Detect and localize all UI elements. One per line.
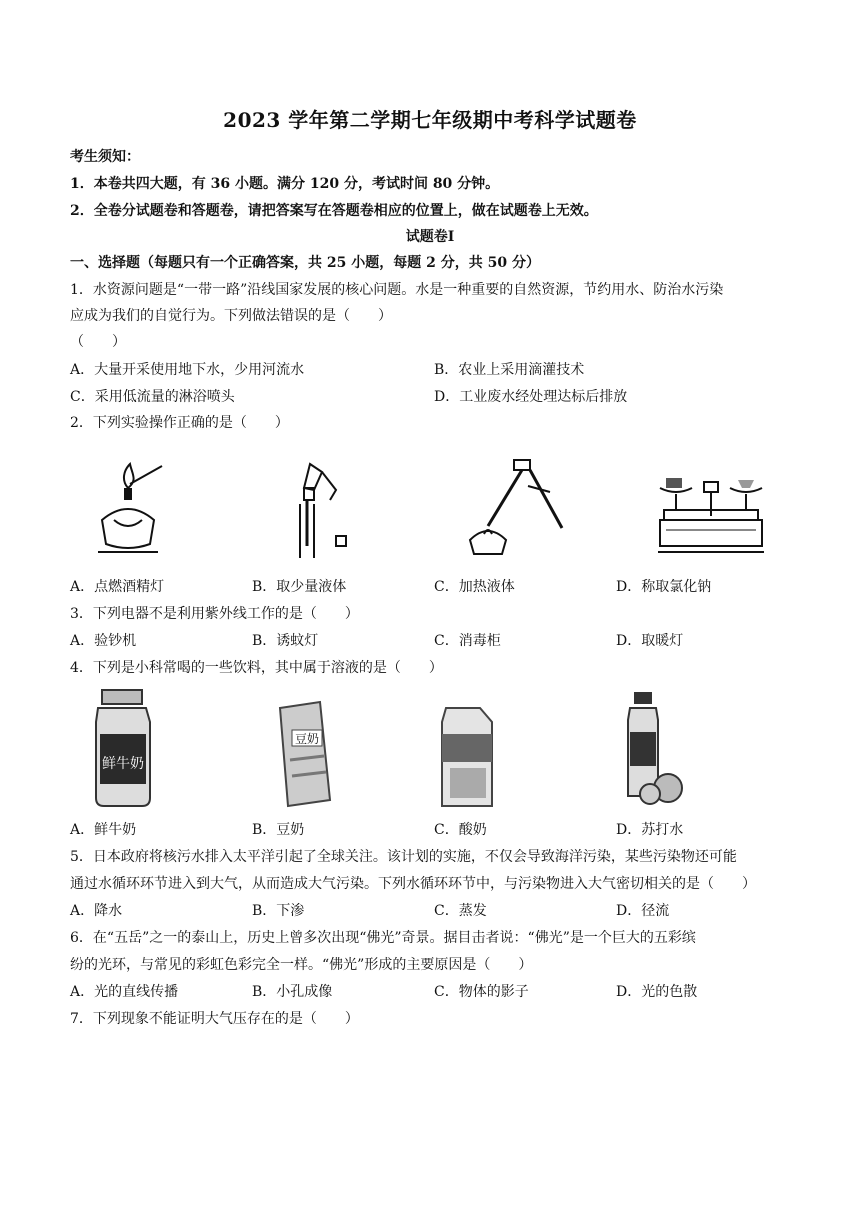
q6-option-a: A．光的直线传播 [70,984,179,1000]
q7-stem: 7．下列现象不能证明大气压存在的是（ ） [70,1011,359,1027]
q5-option-b: B．下渗 [252,903,305,919]
q1-option-d: D．工业废水经处理达标后排放 [434,389,628,405]
q3-stem: 3．下列电器不是利用紫外线工作的是（ ） [70,606,359,622]
notice-item-1: 1．本卷共四大题，有 36 小题。满分 120 分，考试时间 80 分钟。 [70,176,500,192]
q5-option-a: A．降水 [70,903,123,919]
q3-option-a: A．验钞机 [70,633,137,649]
q2-option-d: D．称取氯化钠 [616,579,712,595]
q5-option-d: D．径流 [616,903,670,919]
milk-bottle-label: 鲜牛奶 [102,756,144,772]
q6-option-b: B．小孔成像 [252,984,333,1000]
notice-heading: 考生须知： [70,149,140,165]
q4-option-a: A．鲜牛奶 [70,822,137,838]
q1-option-c: C．采用低流量的淋浴喷头 [70,389,235,405]
q2-option-c: C．加热液体 [434,579,515,595]
notice-item-2: 2．全卷分试题卷和答题卷，请把答案写在答题卷相应的位置上，做在试题卷上无效。 [70,203,598,219]
q1-stem-line-1: 1．水资源问题是“一带一路”沿线国家发展的核心问题。水是一种重要的自然资源，节约用水、防治水污染 [70,282,724,298]
q3-option-b: B．诱蚊灯 [252,633,319,649]
q6-option-c: C．物体的影子 [434,984,529,1000]
soy-milk-figure [270,700,340,810]
yogurt-carton-figure [432,704,502,812]
q1-option-a: A．大量开采使用地下水，少用河流水 [70,362,305,378]
exam-title: 2023 学年第二学期七年级期中考科学试题卷 [223,108,637,132]
q2-option-a: A．点燃酒精灯 [70,579,165,595]
q1-option-b: B．农业上采用滴灌技术 [434,362,585,378]
balance-scale-figure [656,470,766,556]
q6-stem-line-2: 纷的光环，与常见的彩虹色彩完全一样。“佛光”形成的主要原因是（ ） [70,957,533,973]
q4-option-c: C．酸奶 [434,822,487,838]
q5-option-c: C．蒸发 [434,903,487,919]
q6-option-d: D．光的色散 [616,984,698,1000]
section-heading: 一、选择题（每题只有一个正确答案，共 25 小题，每题 2 分，共 50 分） [70,255,540,271]
q3-option-c: C．消毒柜 [434,633,501,649]
q1-answer-blank: （ ） [70,334,126,350]
paper-label: 试题卷Ⅰ [405,229,455,245]
heating-test-tube-figure [458,456,568,560]
milk-bottle-figure [88,688,158,813]
q5-stem-line-1: 5．日本政府将核污水排入太平洋引起了全球关注。该计划的实施，不仅会导致海洋污染，某些污染物还可能 [70,849,737,865]
soda-bottle-figure [610,690,690,808]
q5-stem-line-2: 通过水循环环节进入到大气，从而造成大气污染。下列水循环环节中，与污染物进入大气密切相关的是（ ） [70,876,756,892]
alcohol-lamp-figure [88,460,168,560]
soy-milk-label: 豆奶 [294,732,320,746]
q4-stem: 4．下列是小科常喝的一些饮料，其中属于溶液的是（ ） [70,660,443,676]
dropper-figure [270,460,360,560]
q2-stem: 2．下列实验操作正确的是（ ） [70,415,289,431]
q4-option-b: B．豆奶 [252,822,305,838]
q2-option-b: B．取少量液体 [252,579,347,595]
q4-option-d: D．苏打水 [616,822,684,838]
q6-stem-line-1: 6．在“五岳”之一的泰山上，历史上曾多次出现“佛光”奇景。据目击者说：“佛光”是一个巨大的五彩缤 [70,930,696,946]
q1-stem-line-2: 应成为我们的自觉行为。下列做法错误的是（ ） [70,308,392,324]
q3-option-d: D．取暖灯 [616,633,684,649]
